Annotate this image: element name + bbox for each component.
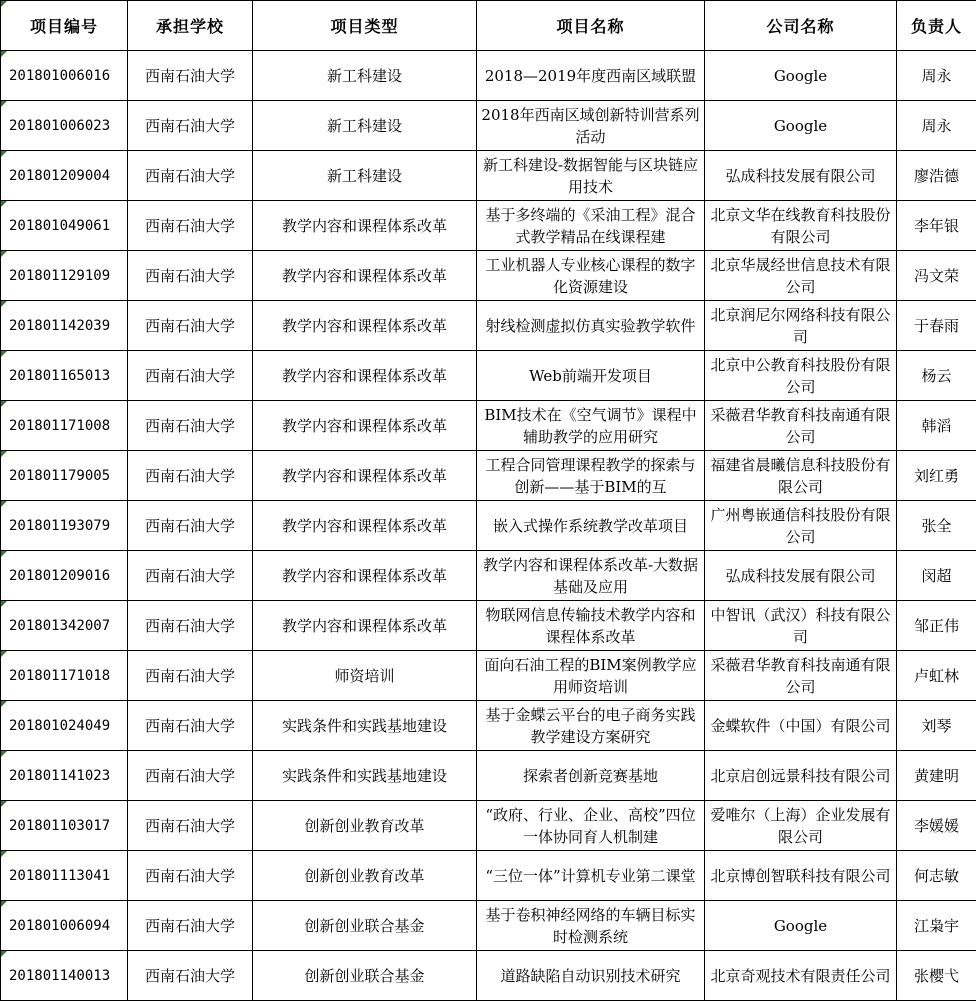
project-type-cell: 实践条件和实践基地建设	[253, 751, 477, 801]
company-name-cell	[705, 201, 897, 251]
company-name-cell-text: 弘成科技发展有限公司	[725, 166, 876, 185]
project-id-cell: 201801129109	[1, 251, 128, 301]
school-cell: 西南石油大学	[128, 701, 253, 751]
leader-cell: 廖浩德	[897, 151, 976, 201]
leader-cell: 刘琴	[897, 701, 976, 751]
project-id-cell: 201801165013	[1, 351, 128, 401]
table-row	[1, 851, 976, 901]
company-name-cell-text: Google	[773, 916, 828, 935]
project-type-cell: 教学内容和课程体系改革	[253, 301, 477, 351]
company-name-cell	[705, 401, 897, 451]
project-name-cell	[477, 601, 705, 651]
school-cell: 西南石油大学	[128, 351, 253, 401]
company-name-cell	[705, 101, 897, 151]
school-cell: 西南石油大学	[128, 501, 253, 551]
project-name-cell	[477, 51, 705, 101]
company-name-cell	[705, 601, 897, 651]
leader-cell: 张樱弋	[897, 951, 976, 1001]
table-row	[1, 501, 976, 551]
project-name-cell	[477, 701, 705, 751]
project-name-cell-text: 2018—2019年度西南区域联盟	[484, 66, 697, 85]
company-name-cell-text: Google	[773, 66, 828, 85]
project-name-cell-text: 工程合同管理课程教学的探索与创新——基于BIM的互	[485, 455, 696, 496]
project-name-cell-text: 物联网信息传输技术教学内容和课程体系改革	[485, 605, 696, 646]
company-name-cell-text: 爱唯尔（上海）企业发展有限公司	[710, 805, 891, 846]
project-name-cell-text: 基于卷积神经网络的车辆目标实时检测系统	[485, 905, 696, 946]
project-name-cell-text: 基于金蝶云平台的电子商务实践教学建设方案研究	[485, 705, 696, 746]
project-name-cell-text: 2018年西南区域创新特训营系列活动	[481, 105, 700, 146]
table-row	[1, 901, 976, 951]
project-type-cell: 新工科建设	[253, 151, 477, 201]
project-type-cell: 教学内容和课程体系改革	[253, 401, 477, 451]
leader-cell: 杨云	[897, 351, 976, 401]
company-name-cell-text: 北京润尼尔网络科技有限公司	[710, 305, 891, 346]
company-name-cell	[705, 251, 897, 301]
project-type-cell: 教学内容和课程体系改革	[253, 501, 477, 551]
project-type-cell: 教学内容和课程体系改革	[253, 551, 477, 601]
company-name-cell-text: 弘成科技发展有限公司	[725, 566, 876, 585]
project-name-cell	[477, 201, 705, 251]
table-row	[1, 251, 976, 301]
project-name-cell-text: Web前端开发项目	[529, 366, 652, 385]
company-name-cell-text: 中智讯（武汉）科技有限公司	[710, 605, 891, 646]
leader-cell: 闵超	[897, 551, 976, 601]
company-name-cell-text: 北京奇观技术有限责任公司	[710, 966, 891, 985]
project-name-cell-text: 面向石油工程的BIM案例教学应用师资培训	[484, 655, 697, 696]
table-row	[1, 651, 976, 701]
project-id-cell: 201801171008	[1, 401, 128, 451]
project-id-cell: 201801140013	[1, 951, 128, 1001]
project-name-cell-text: 射线检测虚拟仿真实验教学软件	[485, 316, 696, 335]
school-cell: 西南石油大学	[128, 301, 253, 351]
project-id-cell: 201801024049	[1, 701, 128, 751]
company-name-cell-text: Google	[773, 116, 828, 135]
project-id-cell: 201801342007	[1, 601, 128, 651]
leader-cell: 邹正伟	[897, 601, 976, 651]
school-cell: 西南石油大学	[128, 951, 253, 1001]
company-name-cell	[705, 551, 897, 601]
project-type-cell: 新工科建设	[253, 51, 477, 101]
school-cell: 西南石油大学	[128, 401, 253, 451]
leader-cell: 黄建明	[897, 751, 976, 801]
leader-cell: 周永	[897, 51, 976, 101]
company-name-cell	[705, 751, 897, 801]
project-id-cell: 201801179005	[1, 451, 128, 501]
project-type-cell: 师资培训	[253, 651, 477, 701]
company-name-cell-text: 采薇君华教育科技南通有限公司	[710, 655, 891, 696]
company-name-cell-text: 福建省晨曦信息科技股份有限公司	[710, 455, 891, 496]
header-row	[1, 1, 976, 51]
school-cell: 西南石油大学	[128, 651, 253, 701]
header-school: 承担学校	[128, 1, 253, 51]
header-leader: 负责人	[897, 1, 976, 51]
project-name-cell	[477, 301, 705, 351]
project-name-cell-text: 基于多终端的《采油工程》混合式教学精品在线课程建	[485, 205, 696, 246]
header-project-type: 项目类型	[253, 1, 477, 51]
company-name-cell-text: 北京博创智联科技有限公司	[710, 866, 891, 885]
project-id-cell: 201801006094	[1, 901, 128, 951]
project-type-cell: 教学内容和课程体系改革	[253, 251, 477, 301]
company-name-cell	[705, 701, 897, 751]
school-cell: 西南石油大学	[128, 801, 253, 851]
project-id-cell: 201801209016	[1, 551, 128, 601]
company-name-cell-text: 北京中公教育科技股份有限公司	[710, 355, 891, 396]
table-row	[1, 801, 976, 851]
leader-cell: 冯文荣	[897, 251, 976, 301]
school-cell: 西南石油大学	[128, 51, 253, 101]
school-cell: 西南石油大学	[128, 201, 253, 251]
project-name-cell	[477, 251, 705, 301]
company-name-cell-text: 北京文华在线教育科技股份有限公司	[710, 205, 891, 246]
table-row	[1, 351, 976, 401]
table-row	[1, 601, 976, 651]
company-name-cell	[705, 151, 897, 201]
header-project-id: 项目编号	[1, 1, 128, 51]
leader-cell: 李媛媛	[897, 801, 976, 851]
company-name-cell	[705, 951, 897, 1001]
project-type-cell: 教学内容和课程体系改革	[253, 201, 477, 251]
company-name-cell-text: 广州粤嵌通信科技股份有限公司	[710, 505, 891, 546]
school-cell: 西南石油大学	[128, 601, 253, 651]
table-row	[1, 751, 976, 801]
leader-cell: 张全	[897, 501, 976, 551]
project-type-cell: 教学内容和课程体系改革	[253, 451, 477, 501]
leader-cell: 李年银	[897, 201, 976, 251]
school-cell: 西南石油大学	[128, 451, 253, 501]
project-id-cell: 201801171018	[1, 651, 128, 701]
project-id-cell: 201801209004	[1, 151, 128, 201]
company-name-cell	[705, 301, 897, 351]
project-type-cell: 实践条件和实践基地建设	[253, 701, 477, 751]
project-name-cell	[477, 901, 705, 951]
leader-cell: 何志敏	[897, 851, 976, 901]
project-type-cell: 创新创业教育改革	[253, 851, 477, 901]
company-name-cell	[705, 801, 897, 851]
table-row	[1, 951, 976, 1001]
leader-cell: 周永	[897, 101, 976, 151]
table-row	[1, 151, 976, 201]
leader-cell: 卢虹林	[897, 651, 976, 701]
project-id-cell: 201801049061	[1, 201, 128, 251]
project-name-cell-text: “三位一体”计算机专业第二课堂	[485, 866, 696, 885]
project-id-cell: 201801006023	[1, 101, 128, 151]
project-name-cell-text: 新工科建设-数据智能与区块链应用技术	[482, 155, 699, 196]
leader-cell: 韩滔	[897, 401, 976, 451]
table-row	[1, 301, 976, 351]
company-name-cell	[705, 351, 897, 401]
school-cell: 西南石油大学	[128, 151, 253, 201]
project-name-cell	[477, 651, 705, 701]
company-name-cell	[705, 901, 897, 951]
project-type-cell: 教学内容和课程体系改革	[253, 351, 477, 401]
project-name-cell-text: 道路缺陷自动识别技术研究	[500, 966, 681, 985]
project-name-cell-text: “政府、行业、企业、高校”四位一体协同育人机制建	[485, 805, 696, 846]
project-id-cell: 201801113041	[1, 851, 128, 901]
project-type-cell: 新工科建设	[253, 101, 477, 151]
leader-cell: 刘红勇	[897, 451, 976, 501]
school-cell: 西南石油大学	[128, 251, 253, 301]
project-name-cell-text: 嵌入式操作系统教学改革项目	[492, 516, 688, 535]
project-name-cell	[477, 951, 705, 1001]
project-name-cell-text: BIM技术在《空气调节》课程中辅助教学的应用研究	[484, 405, 697, 446]
project-name-cell	[477, 501, 705, 551]
project-id-cell: 201801141023	[1, 751, 128, 801]
project-name-cell	[477, 751, 705, 801]
project-type-cell: 教学内容和课程体系改革	[253, 601, 477, 651]
table-row	[1, 551, 976, 601]
school-cell: 西南石油大学	[128, 551, 253, 601]
project-name-cell-text: 探索者创新竞赛基地	[522, 766, 658, 785]
project-name-cell-text: 教学内容和课程体系改革-大数据基础及应用	[482, 555, 699, 596]
company-name-cell	[705, 851, 897, 901]
company-name-cell-text: 采薇君华教育科技南通有限公司	[710, 405, 891, 446]
company-name-cell	[705, 501, 897, 551]
project-name-cell-text: 工业机器人专业核心课程的数字化资源建设	[485, 255, 696, 296]
table-row	[1, 701, 976, 751]
header-company-name: 公司名称	[705, 1, 897, 51]
project-name-cell	[477, 101, 705, 151]
school-cell: 西南石油大学	[128, 851, 253, 901]
school-cell: 西南石油大学	[128, 751, 253, 801]
company-name-cell-text: 北京华晟经世信息技术有限公司	[710, 255, 891, 296]
project-id-cell: 201801142039	[1, 301, 128, 351]
company-name-cell-text: 北京启创远景科技有限公司	[710, 766, 891, 785]
table-row	[1, 401, 976, 451]
school-cell: 西南石油大学	[128, 901, 253, 951]
project-id-cell: 201801193079	[1, 501, 128, 551]
leader-cell: 江枭宇	[897, 901, 976, 951]
table-row	[1, 51, 976, 101]
table-row	[1, 201, 976, 251]
project-id-cell: 201801103017	[1, 801, 128, 851]
project-id-cell: 201801006016	[1, 51, 128, 101]
project-name-cell	[477, 401, 705, 451]
company-name-cell-text: 金蝶软件（中国）有限公司	[710, 716, 891, 735]
project-type-cell: 创新创业联合基金	[253, 951, 477, 1001]
project-name-cell	[477, 351, 705, 401]
project-name-cell	[477, 851, 705, 901]
table-row	[1, 101, 976, 151]
leader-cell: 于春雨	[897, 301, 976, 351]
school-cell: 西南石油大学	[128, 101, 253, 151]
project-name-cell	[477, 151, 705, 201]
company-name-cell	[705, 51, 897, 101]
project-type-cell: 创新创业教育改革	[253, 801, 477, 851]
project-name-cell	[477, 551, 705, 601]
project-name-cell	[477, 451, 705, 501]
company-name-cell	[705, 451, 897, 501]
company-name-cell	[705, 651, 897, 701]
header-project-name: 项目名称	[477, 1, 705, 51]
table-row	[1, 451, 976, 501]
project-type-cell: 创新创业联合基金	[253, 901, 477, 951]
project-name-cell	[477, 801, 705, 851]
